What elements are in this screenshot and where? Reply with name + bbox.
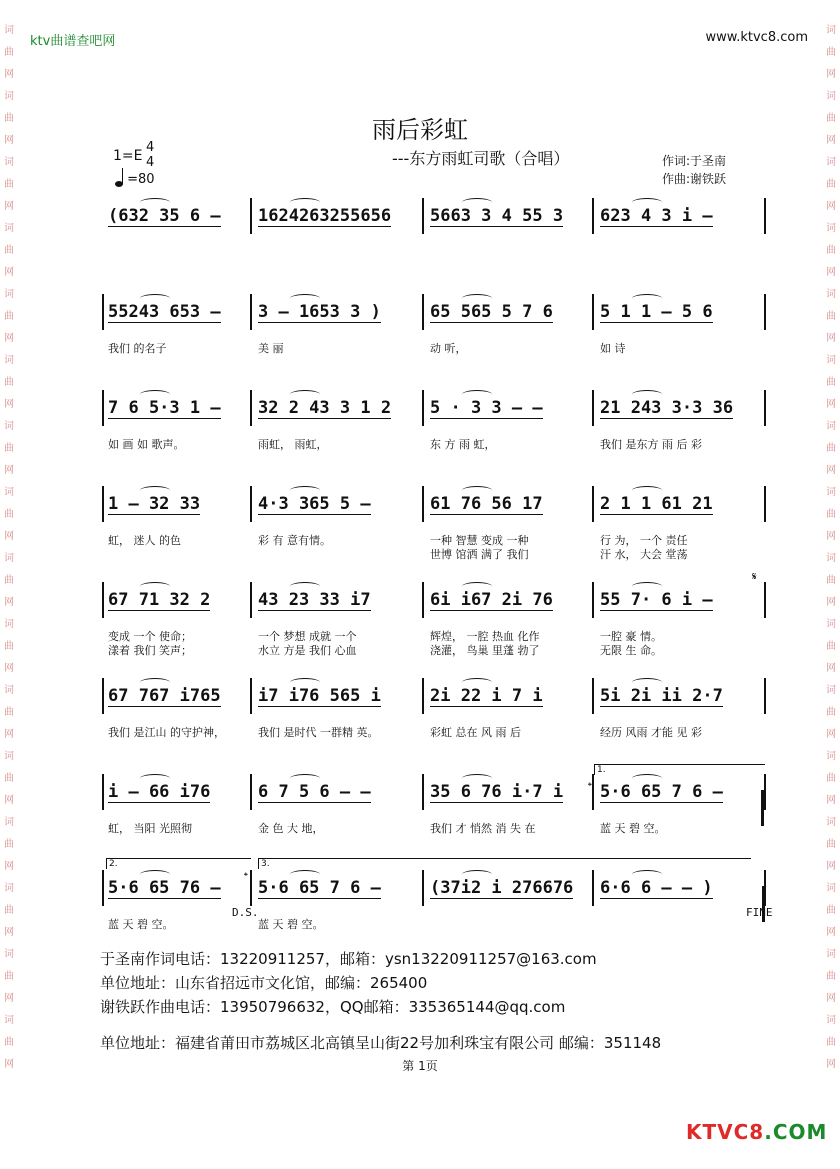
notation-line bbox=[100, 878, 766, 908]
measure: 55 7· 6 i – bbox=[600, 590, 713, 610]
slur bbox=[140, 678, 170, 687]
coda-icon: 𝄌 bbox=[588, 780, 592, 793]
measure: 5 1 1 – 5 6 bbox=[600, 302, 713, 322]
composer-credit: 作曲:谢铁跃 bbox=[662, 172, 727, 186]
barline bbox=[250, 678, 252, 714]
measure: 5·6 65 7 6 – bbox=[600, 782, 723, 802]
notation-line bbox=[100, 782, 766, 812]
measure: 32 2 43 3 1 2 bbox=[258, 398, 392, 418]
slur bbox=[462, 870, 492, 879]
site-url-right[interactable]: www.ktvc8.com bbox=[705, 30, 808, 45]
barline bbox=[422, 870, 424, 906]
footer-lyricist-contact: 于圣南作词电话：13220911257，邮箱：ysn13220911257@163.com bbox=[100, 950, 597, 968]
lyric-line: 如 诗 bbox=[600, 342, 626, 355]
lyric-line: 彩虹 总在 风 雨 后 bbox=[430, 726, 521, 739]
measure: (632 35 6 – bbox=[108, 206, 221, 226]
barline bbox=[422, 582, 424, 618]
lyric-line: 我们 的名子 bbox=[108, 342, 167, 355]
barline bbox=[422, 678, 424, 714]
lyric-line: 一个 梦想 成就 一个 bbox=[258, 630, 357, 643]
barline bbox=[592, 486, 594, 522]
barline bbox=[592, 390, 594, 426]
notation-line bbox=[100, 302, 766, 332]
slur bbox=[140, 870, 170, 879]
barline bbox=[764, 774, 766, 810]
barline bbox=[422, 774, 424, 810]
footer-lyricist-address: 单位地址：山东省招远市文化馆，邮编：265400 bbox=[100, 974, 428, 992]
measure: 5i 2i ii 2·7 bbox=[600, 686, 723, 706]
measure: 2 1 1 61 21 bbox=[600, 494, 713, 514]
ds-marking: D.S. bbox=[232, 906, 259, 919]
slur bbox=[140, 198, 170, 207]
slur bbox=[462, 486, 492, 495]
page-number: 第 1页 bbox=[402, 1059, 438, 1073]
barline bbox=[422, 198, 424, 234]
barline bbox=[250, 390, 252, 426]
footer-composer-contact: 谢铁跃作曲电话：13950796632，QQ邮箱：335365144@qq.com bbox=[100, 998, 566, 1016]
lyric-line: 经历 风雨 才能 见 彩 bbox=[600, 726, 702, 739]
barline bbox=[102, 870, 104, 906]
slur bbox=[632, 678, 662, 687]
slur bbox=[632, 582, 662, 591]
lyric-line: 如 画 如 歌声。 bbox=[108, 438, 185, 451]
slur bbox=[462, 294, 492, 303]
logo-text-main: KTVC8 bbox=[686, 1120, 765, 1144]
slur bbox=[140, 582, 170, 591]
volta-1: 1. bbox=[594, 764, 765, 775]
slur bbox=[290, 582, 320, 591]
quarter-note-icon bbox=[115, 181, 123, 187]
tempo-marking bbox=[115, 172, 155, 187]
slur bbox=[290, 774, 320, 783]
measure: 55243 653 – bbox=[108, 302, 221, 322]
barline bbox=[250, 774, 252, 810]
lyric-line-verse2: 漾着 我们 笑声； bbox=[108, 644, 192, 657]
slur bbox=[290, 486, 320, 495]
repeat-end-sign bbox=[757, 790, 764, 826]
measure: i7 i76 565 i bbox=[258, 686, 381, 706]
lyric-line: 东 方 雨 虹， bbox=[430, 438, 496, 451]
barline bbox=[592, 198, 594, 234]
lyricist-credit: 作词:于圣南 bbox=[662, 154, 727, 168]
measure: 5·6 65 76 – bbox=[108, 878, 221, 898]
slur bbox=[632, 870, 662, 879]
measure: 21 243 3·3 36 bbox=[600, 398, 734, 418]
song-title: 雨后彩虹 bbox=[372, 116, 468, 144]
slur bbox=[290, 198, 320, 207]
barline bbox=[764, 390, 766, 426]
lyric-line-verse2: 汗 水， 大会 堂荡 bbox=[600, 548, 688, 561]
slur bbox=[140, 486, 170, 495]
barline bbox=[102, 294, 104, 330]
barline bbox=[592, 774, 594, 810]
measure: 3 – 1653 3 ) bbox=[258, 302, 381, 322]
site-name-left[interactable]: ktv曲谱查吧网 bbox=[30, 34, 116, 49]
slur bbox=[632, 198, 662, 207]
fine-marking: FINE bbox=[746, 906, 773, 919]
barline bbox=[764, 198, 766, 234]
measure: 6i i67 2i 76 bbox=[430, 590, 553, 610]
measure: 5·6 65 7 6 – bbox=[258, 878, 381, 898]
measure: 1 – 32 33 bbox=[108, 494, 201, 514]
measure: 2i 22 i 7 i bbox=[430, 686, 543, 706]
ktvc8-logo bbox=[686, 1120, 827, 1144]
barline bbox=[422, 294, 424, 330]
barline bbox=[102, 774, 104, 810]
slur bbox=[290, 294, 320, 303]
slur bbox=[462, 678, 492, 687]
slur bbox=[632, 774, 662, 783]
volta-3: 3. bbox=[258, 858, 751, 869]
barline bbox=[422, 390, 424, 426]
right-watermark-strip: 词曲网词曲网词曲网词曲网词曲网词曲网词曲网词曲网词曲网词曲网词曲网词曲网词曲网词曲网词曲网词曲网 bbox=[826, 25, 836, 1070]
barline bbox=[592, 678, 594, 714]
lyric-line-verse2: 浇灌， 鸟巢 里蓬 勃了 bbox=[430, 644, 540, 657]
lyric-line: 美 丽 bbox=[258, 342, 284, 355]
barline bbox=[592, 294, 594, 330]
barline bbox=[102, 582, 104, 618]
lyric-line: 动 听， bbox=[430, 342, 467, 355]
measure: 4·3 365 5 – bbox=[258, 494, 371, 514]
lyric-line: 我们 是江山 的守护神， bbox=[108, 726, 225, 739]
lyric-line: 我们 才 悄然 消 失 在 bbox=[430, 822, 536, 835]
barline bbox=[250, 198, 252, 234]
slur bbox=[140, 774, 170, 783]
lyric-line: 蓝 天 碧 空。 bbox=[258, 918, 324, 931]
measure: 65 565 5 7 6 bbox=[430, 302, 553, 322]
time-sig-bottom: 4 bbox=[146, 155, 155, 170]
time-signature bbox=[146, 140, 154, 170]
slur bbox=[632, 294, 662, 303]
slur bbox=[140, 390, 170, 399]
barline bbox=[764, 582, 766, 618]
barline bbox=[102, 390, 104, 426]
slur bbox=[462, 390, 492, 399]
coda-icon: 𝄌 bbox=[244, 870, 248, 883]
notation-line bbox=[100, 398, 766, 428]
lyric-line-verse2: 水立 方是 我们 心血 bbox=[258, 644, 357, 657]
slur bbox=[632, 390, 662, 399]
barline bbox=[592, 870, 594, 906]
footer-composer-address: 单位地址：福建省莆田市荔城区北高镇呈山街22号加利珠宝有限公司 邮编：351148 bbox=[100, 1034, 662, 1052]
barline bbox=[764, 486, 766, 522]
slur bbox=[290, 390, 320, 399]
lyric-line: 变成 一个 使命； bbox=[108, 630, 192, 643]
key-signature: 1=E bbox=[113, 148, 143, 164]
segno-icon: 𝄋 bbox=[752, 570, 757, 583]
song-subtitle: ---东方雨虹司歌（合唱） bbox=[392, 149, 570, 168]
lyric-line: 虹， 当阳 光照彻 bbox=[108, 822, 192, 835]
notation-line bbox=[100, 206, 766, 236]
lyric-line: 行 为， 一个 责任 bbox=[600, 534, 688, 547]
lyric-line: 一腔 豪 情。 bbox=[600, 630, 662, 643]
notation-line bbox=[100, 494, 766, 524]
tempo-value: =80 bbox=[127, 172, 155, 187]
barline bbox=[764, 678, 766, 714]
logo-text-suffix: .COM bbox=[764, 1120, 828, 1144]
barline bbox=[102, 486, 104, 522]
slur bbox=[462, 774, 492, 783]
barline bbox=[250, 870, 252, 906]
notation-line bbox=[100, 590, 766, 620]
lyric-line: 虹， 迷人 的色 bbox=[108, 534, 181, 547]
barline bbox=[102, 678, 104, 714]
lyric-line: 蓝 天 碧 空。 bbox=[600, 822, 666, 835]
barline bbox=[592, 582, 594, 618]
measure: 5663 3 4 55 3 bbox=[430, 206, 564, 226]
lyric-line-verse2: 世博 馆洒 满了 我们 bbox=[430, 548, 529, 561]
volta-2: 2. bbox=[106, 858, 251, 869]
measure: 43 23 33 i7 bbox=[258, 590, 371, 610]
lyric-line: 我们 是时代 一群精 英。 bbox=[258, 726, 379, 739]
slur bbox=[140, 294, 170, 303]
barline bbox=[422, 486, 424, 522]
measure: 623 4 3 i – bbox=[600, 206, 713, 226]
notation-line bbox=[100, 686, 766, 716]
measure: (37i2 i 276676 bbox=[430, 878, 574, 898]
measure: i – 66 i76 bbox=[108, 782, 211, 802]
measure: 67 767 i765 bbox=[108, 686, 221, 706]
measure: 7 6 5·3 1 – bbox=[108, 398, 221, 418]
lyric-line: 金 色 大 地， bbox=[258, 822, 324, 835]
barline bbox=[764, 294, 766, 330]
measure: 5 · 3 3 – – bbox=[430, 398, 543, 418]
lyric-line: 辉煌， 一腔 热血 化作 bbox=[430, 630, 540, 643]
measure: 35 6 76 i·7 i bbox=[430, 782, 564, 802]
left-watermark-strip: 词曲网词曲网词曲网词曲网词曲网词曲网词曲网词曲网词曲网词曲网词曲网词曲网词曲网词曲网词曲网词曲网 bbox=[4, 25, 14, 1070]
barline bbox=[250, 294, 252, 330]
lyric-line: 彩 有 意有情。 bbox=[258, 534, 331, 547]
lyric-line: 一种 智慧 变成 一种 bbox=[430, 534, 529, 547]
measure: 6·6 6 – – ) bbox=[600, 878, 713, 898]
slur bbox=[462, 198, 492, 207]
barline bbox=[250, 582, 252, 618]
barline bbox=[250, 486, 252, 522]
lyric-line: 雨虹， 雨虹， bbox=[258, 438, 328, 451]
lyric-line: 我们 是东方 雨 后 彩 bbox=[600, 438, 702, 451]
time-sig-top: 4 bbox=[146, 140, 155, 155]
slur bbox=[632, 486, 662, 495]
lyric-line-verse2: 无限 生 命。 bbox=[600, 644, 662, 657]
measure: 67 71 32 2 bbox=[108, 590, 211, 610]
measure: 61 76 56 17 bbox=[430, 494, 543, 514]
final-barline bbox=[758, 886, 765, 922]
slur bbox=[290, 870, 320, 879]
slur bbox=[462, 582, 492, 591]
measure: 6 7 5 6 – – bbox=[258, 782, 371, 802]
lyric-line: 蓝 天 碧 空。 bbox=[108, 918, 174, 931]
slur bbox=[290, 678, 320, 687]
measure: 1624263255656 bbox=[258, 206, 392, 226]
